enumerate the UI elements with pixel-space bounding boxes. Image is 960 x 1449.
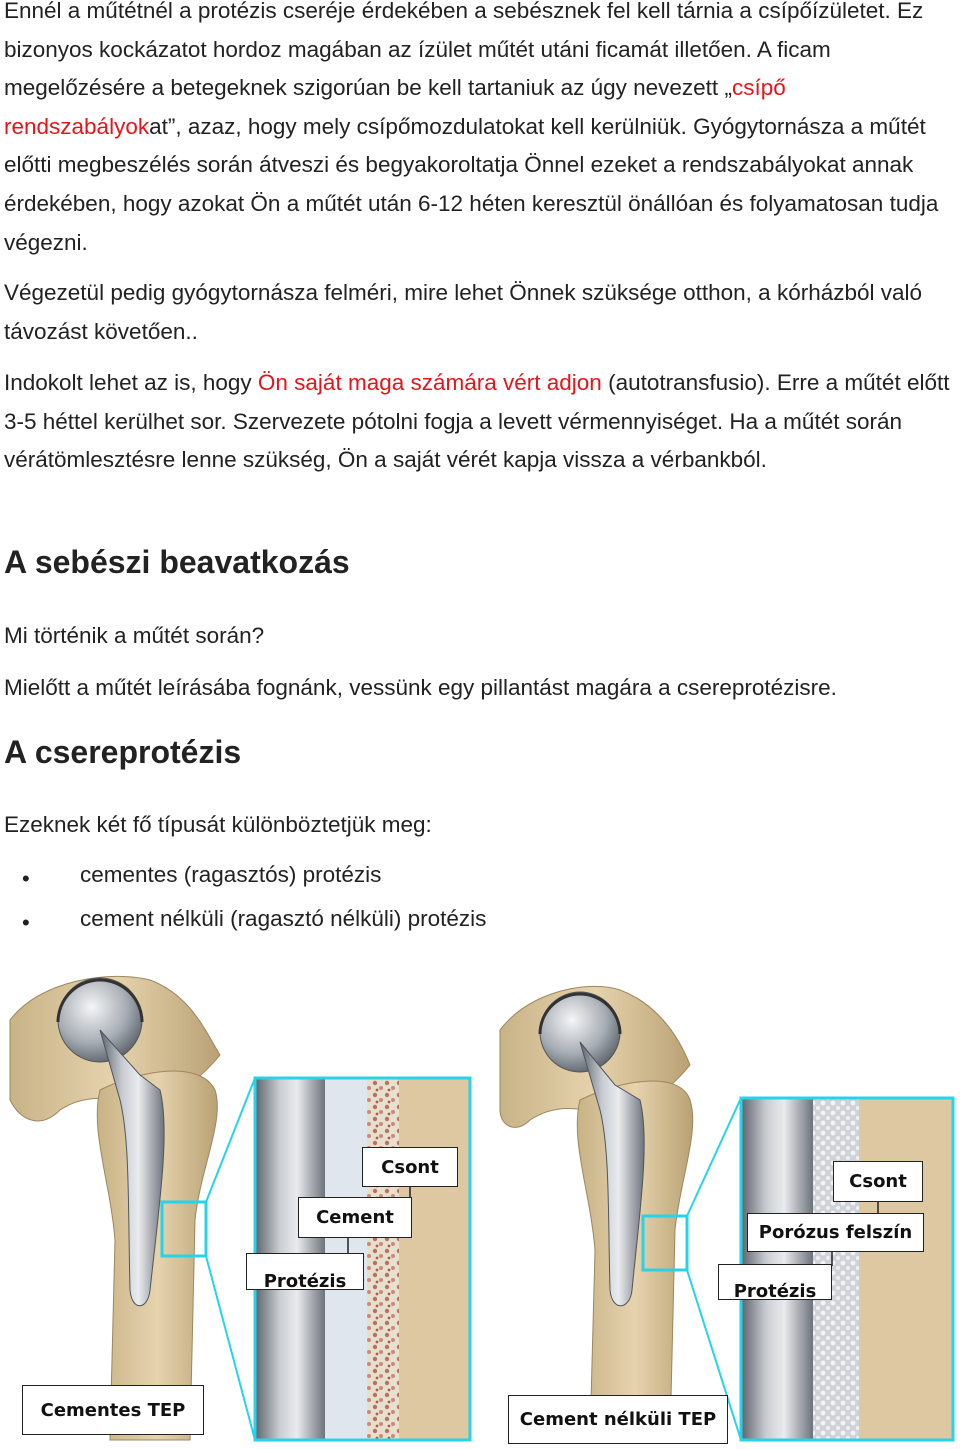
list-item: cement nélküli (ragasztó nélküli) protézis (80, 906, 487, 931)
label-bone: Csont (362, 1147, 458, 1187)
label-prosthesis: Protézis (718, 1264, 832, 1300)
paragraph-home-needs: Végezetül pedig gyógytornásza felméri, mire lehet Önnek szüksége otthon, a kórházból való távozást követően.. (4, 280, 923, 344)
label-cement: Cement (298, 1197, 412, 1238)
paragraph-intro-prosthesis: Mielőtt a műtét leírásába fognánk, vessünk egy pillantást magára a csereprotézisre. (4, 675, 837, 700)
list-item: cementes (ragasztós) protézis (80, 862, 382, 887)
hip-prosthesis-illustration (0, 960, 960, 1444)
label-porous-surface: Porózus felszín (747, 1213, 924, 1252)
paragraph-text: Ennél a műtétnél a protézis cseréje érdekében a sebésznek fel kell tárnia a csípőízületet. Ez bizonyos kockázatot hordoz magában az ízület műtét utáni ficamát illetően. A ficam megelőzésére a betegeknek szigorúan be kell tartaniuk az úgy nevezett „ (4, 0, 924, 101)
label-bone: Csont (833, 1161, 923, 1202)
heading-prosthesis: A csereprotézis (4, 734, 242, 770)
caption-cemented-tep: Cementes TEP (22, 1385, 204, 1435)
paragraph-types: Ezeknek két fő típusát különböztetjük meg: (4, 812, 432, 837)
paragraph-text: at”, azaz, hogy mely csípőmozdulatokat kell kerülniük. Gyógytornásza a műtét előtti megbeszélés során átveszi és begyakoroltatja Önnel ezeket a rendszabályokat annak érdekében, hogy azokat Ön a műtét után 6-12 héten keresztül önállóan és folyamatosan tudja végezni. (4, 113, 939, 255)
paragraph-text: (autotransfusio). Erre a műtét előtt 3-5 héttel kerülhet sor. Szervezete pótolni fogja a levett vérmennyiséget. Ha a műtét során vérátömlesztésre lenne szükség, Ön a saját vérét kapja vissza a vérbankból. (4, 370, 950, 473)
bullet-marker: • (22, 866, 30, 891)
bullet-marker: • (22, 910, 30, 935)
label-prosthesis: Protézis (246, 1253, 364, 1290)
paragraph-text: Indokolt lehet az is, hogy (4, 370, 258, 395)
paragraph-hip-rules (4, 0, 956, 262)
heading-surgery: A sebészi beavatkozás (4, 544, 350, 580)
prosthesis-figures (0, 960, 960, 1444)
question-during-surgery: Mi történik a műtét során? (4, 623, 265, 648)
highlighted-link-text[interactable]: Ön saját maga számára vért adjon (257, 370, 602, 395)
highlighted-link-text[interactable]: csípő rendszabályok (4, 75, 786, 139)
caption-cementless-tep: Cement nélküli TEP (508, 1395, 728, 1444)
paragraph-autotransfusion (4, 364, 956, 480)
